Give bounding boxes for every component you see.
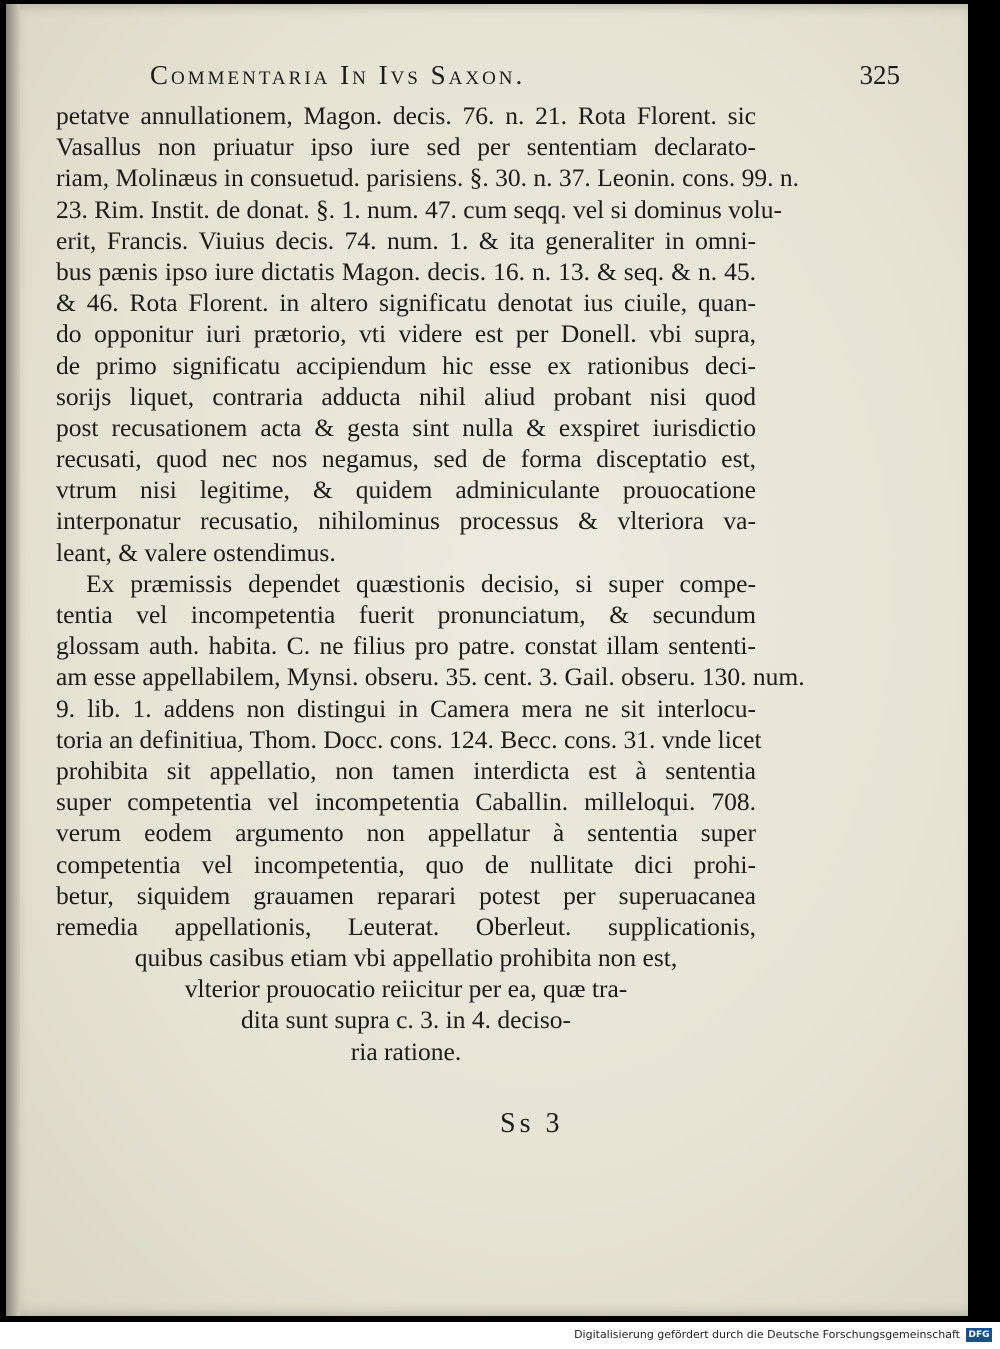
signature-mark: Ss 3 xyxy=(500,1108,564,1139)
text-line: do opponitur iuri prætorio, vti videre est per Donell. vbi supra, xyxy=(56,319,756,349)
text-line: remedia appellationis, Leuterat. Oberleut. supplicationis, xyxy=(56,911,756,941)
text-line: recusati, quod nec nos negamus, sed de forma disceptatio est, xyxy=(56,444,756,474)
text-line: bus pænis ipso iure dictatis Magon. decis. 16. n. 13. & seq. & n. 45. xyxy=(56,256,756,286)
text-line: competentia vel incompetentia, quo de nullitate dici prohi- xyxy=(56,849,756,879)
text-line: leant, & valere ostendimus. xyxy=(56,537,336,567)
text-line: vtrum nisi legitime, & quidem adminiculante prouocatione xyxy=(56,475,756,505)
text-line: verum eodem argumento non appellatur à sententia super xyxy=(56,818,756,848)
text-line: toria an definitiua, Thom. Docc. cons. 124. Becc. cons. 31. vnde licet xyxy=(56,724,762,754)
running-head: Commentaria In Ivs Saxon. xyxy=(150,60,526,90)
page-header xyxy=(150,60,930,100)
text-line: Vasallus non priuatur ipso iure sed per sententiam declarato- xyxy=(56,132,756,162)
text-line: de primo significatu accipiendum hic esse ex rationibus deci- xyxy=(56,350,756,380)
text-line: ria ratione. xyxy=(350,1036,462,1066)
text-line: sorijs liquet, contraria adducta nihil aliud probant nisi quod xyxy=(56,381,756,411)
text-line: petatve annullationem, Magon. decis. 76. n. 21. Rota Florent. sic xyxy=(56,101,756,130)
text-line: 23. Rim. Instit. de donat. §. 1. num. 47. cum seqq. vel si dominus volu- xyxy=(56,194,783,224)
footer-bar xyxy=(0,1322,1000,1349)
text-line: interponatur recusatio, nihilominus processus & vlteriora va- xyxy=(56,506,756,536)
text-line: erit, Francis. Viuius decis. 74. num. 1. & ita generaliter in omni- xyxy=(56,225,756,255)
text-line: vlterior prouocatio reiicitur per ea, quæ tra- xyxy=(184,974,628,1004)
text-line: & 46. Rota Florent. in altero significatu denotat ius ciuile, quan- xyxy=(56,288,756,318)
text-line: dita sunt supra c. 3. in 4. deciso- xyxy=(240,1005,572,1035)
text-line: Ex præmissis dependet quæstionis decisio, si super compe- xyxy=(86,568,756,598)
page-number: 325 xyxy=(859,60,900,90)
page-gutter-shadow xyxy=(6,4,20,1316)
dfg-logo-icon: DFG xyxy=(966,1328,992,1342)
text-line: am esse appellabilem, Mynsi. obseru. 35. cent. 3. Gail. obseru. 130. num. xyxy=(56,662,805,692)
text-line: prohibita sit appellatio, non tamen interdicta est à sententia xyxy=(56,755,756,785)
text-line: super competentia vel incompetentia Caballin. milleloqui. 708. xyxy=(56,787,756,817)
text-line: riam, Molinæus in consuetud. parisiens. §. 30. n. 37. Leonin. cons. 99. n. xyxy=(56,163,799,193)
text-line: quibus casibus etiam vbi appellatio prohibita non est, xyxy=(134,943,678,973)
text-line: 9. lib. 1. addens non distingui in Camera mera ne sit interlocu- xyxy=(56,693,756,723)
text-line: betur, siquidem grauamen reparari potest per superuacanea xyxy=(56,880,756,910)
text-line: tentia vel incompetentia fuerit pronunciatum, & secundum xyxy=(56,600,756,629)
body-text xyxy=(56,100,805,1067)
funding-credit: Digitalisierung gefördert durch die Deutsche Forschungsgemeinschaft xyxy=(574,1328,960,1341)
text-line: glossam auth. habita. C. ne filius pro patre. constat illam sententi- xyxy=(56,631,756,661)
text-line: post recusationem acta & gesta sint nulla & exspiret iurisdictio xyxy=(56,412,756,442)
